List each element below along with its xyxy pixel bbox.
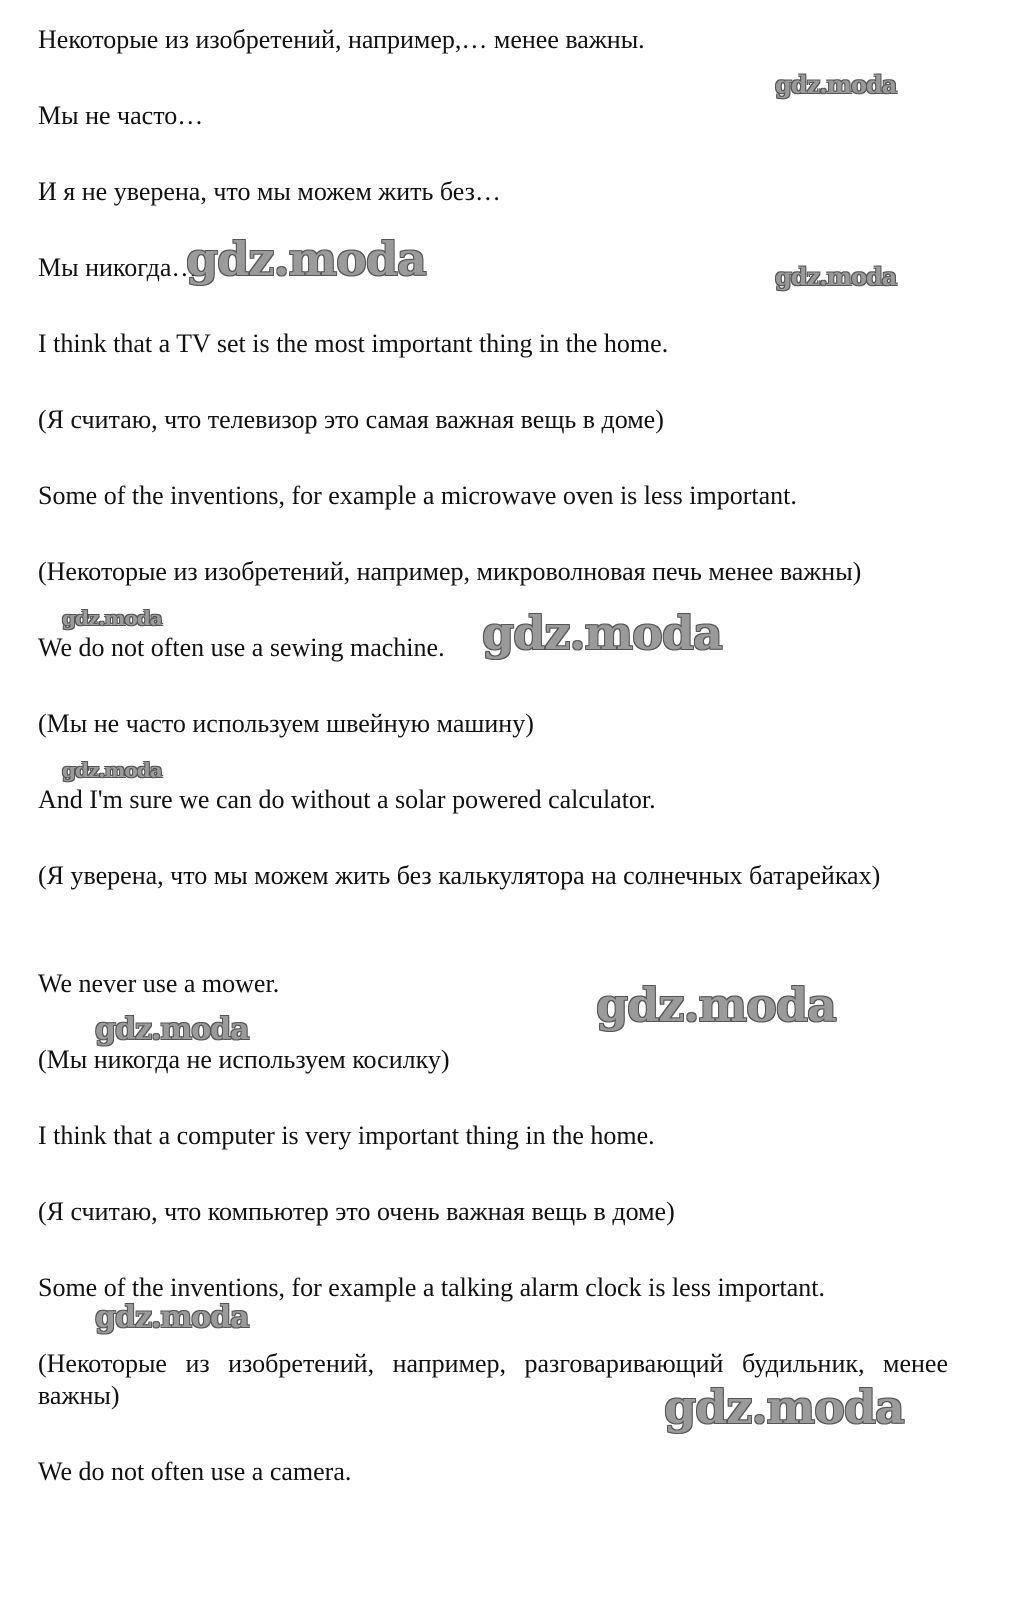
text-line-18: (Некоторые из изобретений, например, разговаривающий будильник, менее важны) (38, 1349, 948, 1410)
text-line-6: (Я считаю, что телевизор это самая важная вещь в доме) (38, 405, 664, 434)
text-line-8: (Некоторые из изобретений, например, микроволновая печь менее важны) (38, 557, 862, 586)
text-line-3: И я не уверена, что мы можем жить без… (38, 177, 501, 206)
text-line-2: Мы не часто… (38, 101, 204, 130)
watermark-logo: gdz.moda (95, 1300, 249, 1335)
watermark-logo: gdz.moda (95, 1012, 249, 1047)
watermark-logo: gdz.moda (596, 978, 836, 1032)
text-line-1: Некоторые из изобретений, например,… менее важны. (38, 25, 645, 54)
text-line-10: (Мы не часто используем швейную машину) (38, 709, 534, 738)
watermark-logo: gdz.moda (482, 606, 722, 660)
text-line-15: I think that a computer is very important thing in the home. (38, 1121, 655, 1150)
text-line-11: And I'm sure we can do without a solar powered calculator. (38, 785, 656, 814)
watermark-logo: gdz.moda (775, 262, 897, 291)
text-line-14: (Мы никогда не используем косилку) (38, 1045, 450, 1074)
watermark-logo: gdz.moda (775, 70, 897, 99)
text-line-5: I think that a TV set is the most important thing in the home. (38, 329, 669, 358)
watermark-logo: gdz.moda (62, 606, 162, 630)
text-line-4: Мы никогда… (38, 253, 198, 282)
text-line-19: We do not often use a camera. (38, 1457, 352, 1486)
text-line-13: We never use a mower. (38, 969, 280, 998)
watermark-logo: gdz.moda (62, 758, 162, 782)
text-line-16: (Я считаю, что компьютер это очень важная вещь в доме) (38, 1197, 675, 1226)
text-line-12: (Я уверена, что мы можем жить без калькулятора на солнечных батарейках) (38, 861, 881, 890)
watermark-logo: gdz.moda (186, 232, 426, 286)
text-line-9: We do not often use a sewing machine. (38, 633, 445, 662)
text-line-7: Some of the inventions, for example a microwave oven is less important. (38, 481, 797, 510)
watermark-logo: gdz.moda (664, 1380, 904, 1434)
text-line-17: Some of the inventions, for example a talking alarm clock is less important. (38, 1273, 826, 1302)
